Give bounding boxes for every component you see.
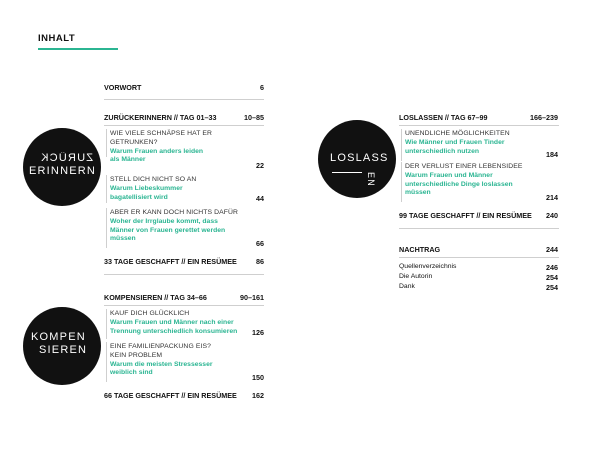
toc-entry-page: 150: [252, 373, 264, 382]
toc-nachtrag-page: 244: [546, 245, 558, 254]
toc-entry[interactable]: WIE VIELE SCHNÄPSE HAT ER GETRUNKEN? Warum Frauen anders leiden als Männer: [110, 130, 212, 164]
toc-summary[interactable]: 99 TAGE GESCHAFFT // EIN RESÜMEE: [399, 211, 532, 220]
toc-entry[interactable]: KAUF DICH GLÜCKLICH Warum Frauen und Männer nach einer Trennung unterschiedlich konsumieren: [110, 310, 238, 335]
toc-entry-page: 184: [546, 150, 558, 159]
toc-section-loslassen[interactable]: LOSLASSEN // TAG 67–99: [399, 113, 488, 122]
disc-text: SIEREN: [39, 344, 88, 356]
entry-bar: [106, 342, 107, 382]
toc-section-range: 166–239: [530, 113, 558, 122]
toc-summary[interactable]: 33 TAGE GESCHAFFT // EIN RESÜMEE: [104, 257, 237, 266]
toc-appendix-item[interactable]: Quellenverzeichnis: [399, 263, 457, 270]
toc-section-kompensieren[interactable]: KOMPENSIEREN // TAG 34–66: [104, 293, 207, 302]
entry-bar: [106, 129, 107, 157]
toc-appendix-page: 254: [546, 273, 558, 282]
divider: [399, 228, 559, 229]
disc-line: [332, 172, 362, 173]
toc-entry-page: 214: [546, 193, 558, 202]
divider: [399, 257, 559, 258]
divider: [399, 125, 559, 126]
toc-appendix-page: 246: [546, 263, 558, 272]
toc-appendix-item[interactable]: Dank: [399, 283, 415, 290]
disc-text: ERINNERN: [29, 165, 97, 177]
entry-bar: [106, 309, 107, 339]
toc-summary-page: 86: [256, 257, 264, 266]
section-disc-kompensieren: [23, 307, 101, 385]
toc-entry[interactable]: ABER ER KANN DOCH NICHTS DAFÜR Woher der Irrglaube kommt, dass Männer von Frauen gerettet werden müssen: [110, 209, 238, 243]
toc-entry-page: 66: [256, 239, 264, 248]
disc-text-rotated: EN: [366, 172, 376, 187]
toc-entry[interactable]: UNENDLICHE MÖGLICHKEITEN Wie Männer und Frauen Tinder unterschiedlich nutzen: [405, 130, 510, 155]
page-title: INHALT: [38, 33, 76, 44]
toc-entry[interactable]: EINE FAMILIENPACKUNG EIS? KEIN PROBLEM Warum die meisten Stressesser weiblich sind: [110, 343, 213, 377]
toc-entry-page: 22: [256, 161, 264, 170]
disc-text-mirrored: ZURÜCK: [39, 152, 93, 164]
toc-entry[interactable]: DER VERLUST EINER LEBENSIDEE Warum Frauen und Männer unterschiedliche Dinge loslassen müssen: [405, 163, 523, 197]
toc-nachtrag[interactable]: NACHTRAG: [399, 245, 441, 254]
toc-section-range: 10–85: [244, 113, 264, 122]
toc-section-range: 90–161: [240, 293, 264, 302]
toc-entry-page: 126: [252, 328, 264, 337]
toc-vorwort-page: 6: [260, 83, 264, 92]
toc-summary-page: 240: [546, 211, 558, 220]
divider: [104, 99, 264, 100]
entry-bar: [401, 129, 402, 161]
toc-appendix-page: 254: [546, 283, 558, 292]
entry-bar: [106, 208, 107, 248]
section-disc-zurueckerinnern: [23, 128, 101, 206]
toc-entry-page: 44: [256, 194, 264, 203]
toc-summary[interactable]: 66 TAGE GESCHAFFT // EIN RESÜMEE: [104, 391, 237, 400]
divider: [104, 305, 264, 306]
toc-section-zurueckerinnern[interactable]: ZURÜCKERINNERN // TAG 01–33: [104, 113, 217, 122]
toc-entry[interactable]: STELL DICH NICHT SO AN Warum Liebeskummer bagatellisiert wird: [110, 176, 197, 201]
entry-bar: [401, 162, 402, 202]
disc-text: KOMPEN: [31, 331, 86, 343]
toc-vorwort[interactable]: VORWORT: [104, 83, 142, 92]
disc-text: LOSLASS: [330, 152, 389, 164]
entry-bar: [106, 175, 107, 203]
title-underline: [38, 48, 118, 50]
divider: [104, 125, 264, 126]
toc-summary-page: 162: [252, 391, 264, 400]
section-disc-loslassen: [318, 120, 396, 198]
divider: [104, 274, 264, 275]
toc-appendix-item[interactable]: Die Autorin: [399, 273, 433, 280]
